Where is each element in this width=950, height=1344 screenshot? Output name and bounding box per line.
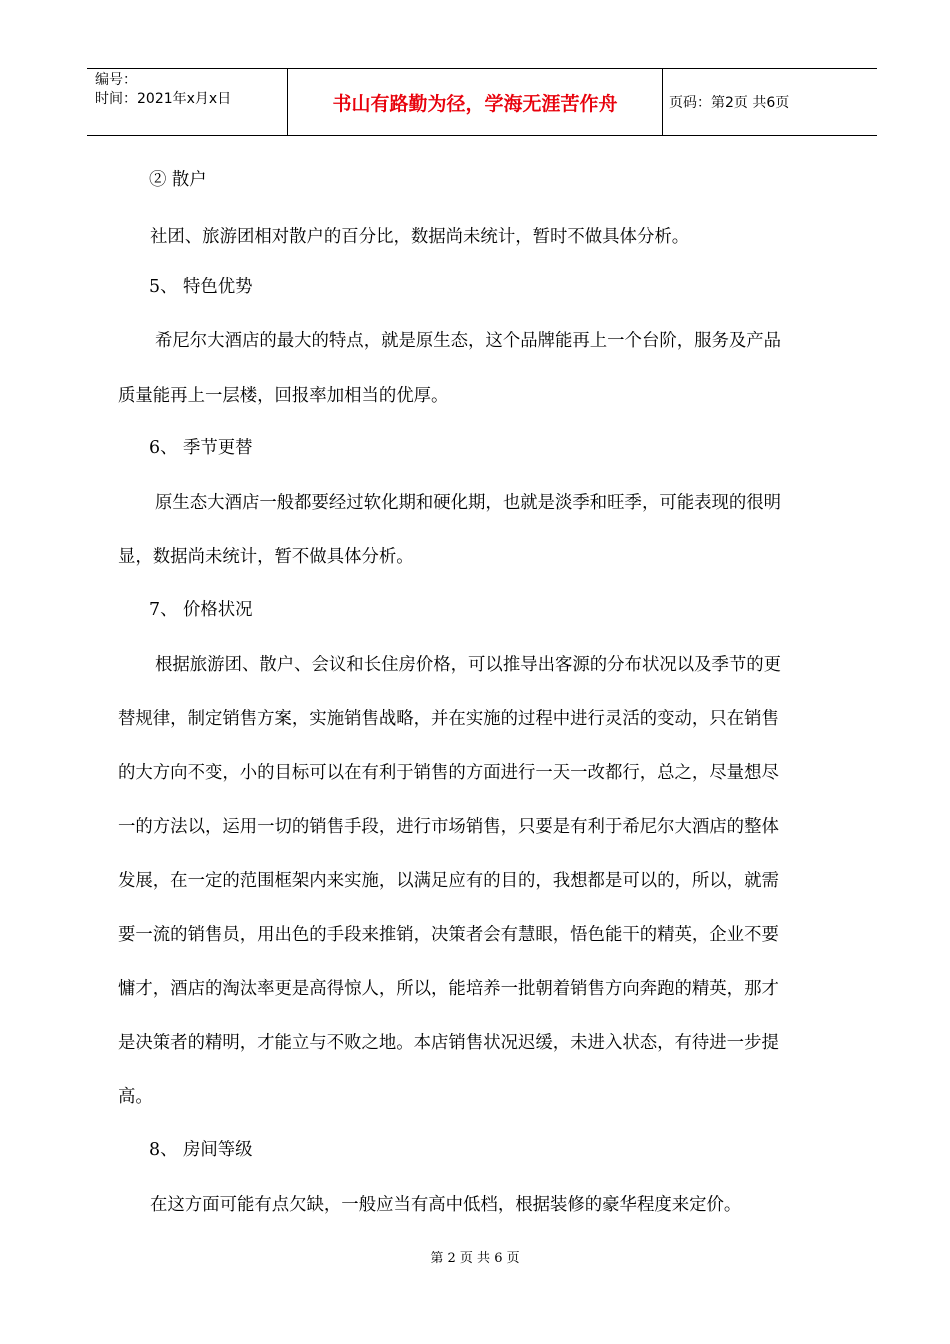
section-heading-7: 7、 价格状况 [149, 600, 253, 620]
body-line: 是决策者的精明，才能立与不败之地。本店销售状况迟缓，未进入状态，有待进一步提 [118, 1033, 779, 1053]
body-line: 社团、旅游团相对散户的百分比，数据尚未统计，暂时不做具体分析。 [150, 227, 690, 247]
body-line: 根据旅游团、散户、会议和长住房价格，可以推导出客源的分布状况以及季节的更 [155, 655, 782, 675]
header-meta-cell [87, 69, 288, 135]
body-line: 高。 [118, 1087, 153, 1107]
body-line: 要一流的销售员，用出色的手段来推销，决策者会有慧眼，悟色能干的精英，企业不要 [118, 925, 779, 945]
body-line: 希尼尔大酒店的最大的特点，就是原生态，这个品牌能再上一个台阶，服务及产品 [155, 331, 782, 351]
header-page-number: 页码：第2页 共6页 [669, 95, 790, 111]
header-motto: 书山有路勤为径，学海无涯苦作舟 [332, 92, 618, 115]
header-page-cell [663, 69, 877, 135]
document-number-label: 编号： [95, 72, 137, 88]
body-line: 质量能再上一层楼，回报率加相当的优厚。 [118, 386, 449, 406]
section-heading-6: 6、 季节更替 [149, 438, 253, 458]
header-motto-cell [288, 69, 663, 135]
body-line: 的大方向不变，小的目标可以在有利于销售的方面进行一天一改都行，总之，尽量想尽 [118, 763, 779, 783]
page-footer: 第 2 页 共 6 页 [430, 1251, 520, 1266]
section-heading-8: 8、 房间等级 [149, 1140, 253, 1160]
body-line: 显，数据尚未统计，暂不做具体分析。 [118, 547, 414, 567]
body-line: 在这方面可能有点欠缺，一般应当有高中低档，根据装修的豪华程度来定价。 [150, 1195, 742, 1215]
body-line: 慵才，酒店的淘汰率更是高得惊人，所以，能培养一批朝着销售方向奔跑的精英，那才 [118, 979, 779, 999]
body-line: 替规律，制定销售方案，实施销售战略，并在实施的过程中进行灵活的变动，只在销售 [118, 709, 779, 729]
section-heading-5: 5、 特色优势 [149, 277, 253, 297]
body-line: 一的方法以，运用一切的销售手段，进行市场销售，只要是有利于希尼尔大酒店的整体 [118, 817, 779, 837]
body-line: 原生态大酒店一般都要经过软化期和硬化期，也就是淡季和旺季，可能表现的很明 [155, 493, 782, 513]
section-heading-sanhu: ② 散户 [149, 170, 207, 190]
page-header [87, 68, 877, 136]
body-line: 发展，在一定的范围框架内来实施，以满足应有的目的，我想都是可以的，所以，就需 [118, 871, 779, 891]
document-date: 时间：2021年x月x日 [95, 91, 232, 107]
